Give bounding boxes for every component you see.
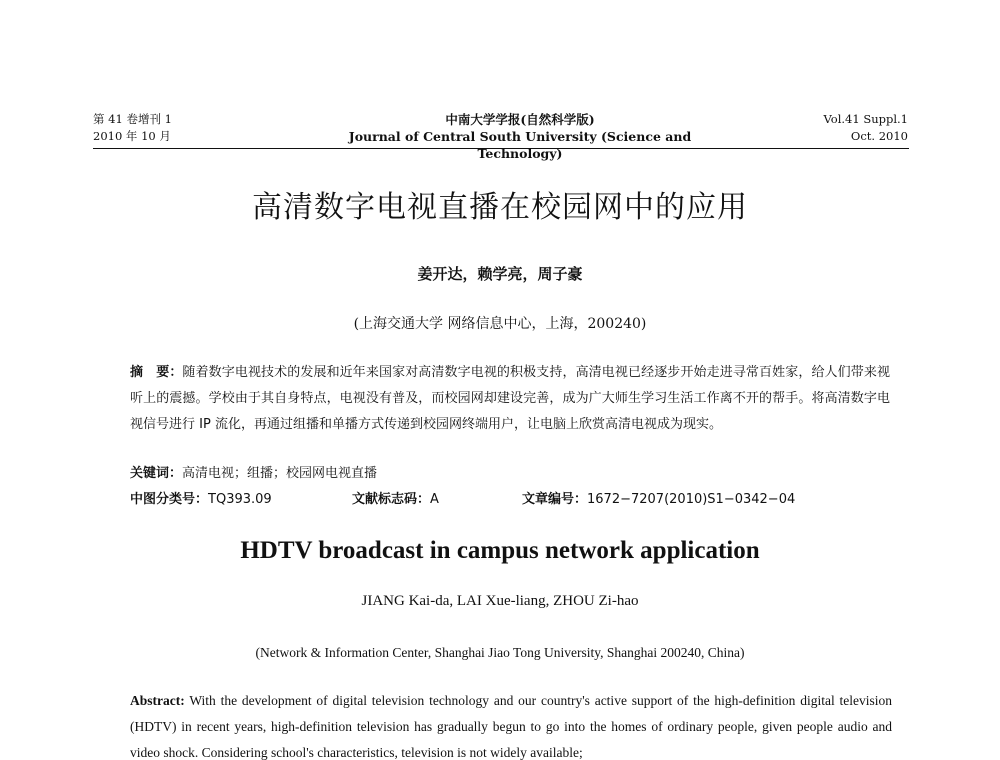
clc-number [130,488,272,512]
english-affiliation: (Network & Information Center, Shanghai Jiao Tong University, Shanghai 200240, China) [255,645,745,660]
header-date-en: Oct. 2010 [850,129,908,143]
document-code-label: 文献标志码： [352,492,431,507]
chinese-abstract-label: 摘 要： [130,365,183,380]
chinese-abstract [130,360,890,438]
header-journal-en: Journal of Central South University (Science and Technology) [348,129,692,161]
chinese-keywords-text: 高清电视；组播；校园网电视直播 [182,466,378,481]
english-abstract-label: Abstract: [130,693,185,708]
chinese-affiliation: (上海交通大学 网络信息中心，上海，200240) [353,316,647,332]
article-number-label: 文章编号： [522,492,588,507]
chinese-keywords [130,462,890,486]
chinese-abstract-text: 随着数字电视技术的发展和近年来国家对高清数字电视的积极支持，高清电视已经逐步开始走进寻常百姓家，给人们带来视听上的震撼。学校由于其自身特点，电视没有普及，而校园网却建设完善，成为广大师生学习生活工作离不开的帮手。将高清数字电视信号进行 IP 流化，再通过组播和单播方式传递到校园网终端用户，让电脑上欣赏高清电视成为现实。 [130,365,890,432]
header-volume-info [93,111,172,145]
english-authors: JIANG Kai-da, LAI Xue-liang, ZHOU Zi-hao [361,593,639,609]
chinese-title: 高清数字电视直播在校园网中的应用 [252,190,748,225]
header-vol-suppl: Vol.41 Suppl.1 [823,112,908,126]
english-abstract-text: With the development of digital television technology and our country's active support of the high-definition digital television (HDTV) in recent years, high-definition television has gradually begun to go into the homes of ordinary people, given people audio and video shock. Considering school's characteristics, television is not widely available; [130,693,892,760]
article-number [522,488,795,512]
chinese-authors: 姜开达，赖学亮，周子豪 [417,265,583,283]
header-date-cn: 2010 年 10 月 [93,129,171,143]
header-rule [93,148,909,149]
header-journal-cn: 中南大学学报(自然科学版) [445,112,595,127]
clc-value: TQ393.09 [208,492,272,507]
article-number-value: 1672−7207(2010)S1−0342−04 [587,492,796,507]
header-journal-name [310,111,730,162]
header-issue-info [780,111,908,145]
document-code-value: A [430,492,439,507]
document-code [352,488,439,512]
english-abstract [130,688,892,760]
header-volume: 第 41 卷增刊 1 [93,112,172,126]
clc-label: 中图分类号： [130,492,209,507]
english-title: HDTV broadcast in campus network application [240,537,760,564]
chinese-keywords-label: 关键词： [130,466,183,481]
